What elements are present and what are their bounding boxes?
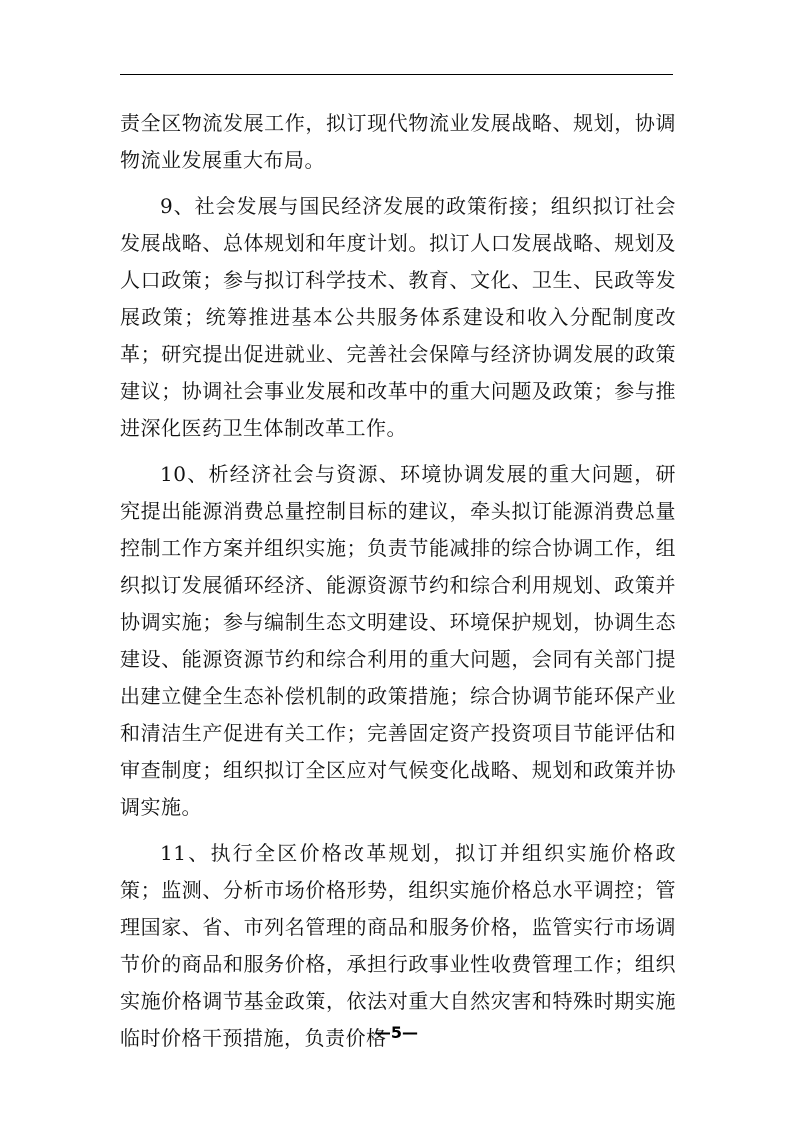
document-body (120, 105, 676, 1057)
page-number: —5— (374, 1023, 419, 1042)
paragraph-item-11: 11、执行全区价格改革规划，拟订并组织实施价格政策；监测、分析市场价格形势，组织实施价格总水平调控；管理国家、省、市列名管理的商品和服务价格，监管实行市场调节价的商品和服务价格，承担行政事业性收费管理工作；组织实施价格调节基金政策，依法对重大自然灾害和特殊时期实施临时价格干预措施，负责价格 (120, 841, 676, 1050)
paragraph-continuation: 责全区物流发展工作，拟订现代物流业发展战略、规划，协调物流业发展重大布局。 (120, 111, 676, 172)
header-rule (120, 74, 673, 75)
paragraph-item-9: 9、社会发展与国民经济发展的政策衔接；组织拟订社会发展战略、总体规划和年度计划。拟订人口发展战略、规划及人口政策；参与拟订科学技术、教育、文化、卫生、民政等发展政策；统筹推进基本公共服务体系建设和收入分配制度改革；研究提出促进就业、完善社会保障与经济协调发展的政策建议；协调社会事业发展和改革中的重大问题及政策；参与推进深化医药卫生体制改革工作。 (120, 194, 676, 440)
paragraph-item-10: 10、析经济社会与资源、环境协调发展的重大问题，研究提出能源消费总量控制目标的建议，牵头拟订能源消费总量控制工作方案并组织实施；负责节能减排的综合协调工作，组织拟订发展循环经济、能源资源节约和综合利用规划、政策并协调实施；参与编制生态文明建设、环境保护规划，协调生态建设、能源资源节约和综合利用的重大问题，会同有关部门提出建立健全生态补偿机制的政策措施；综合协调节能环保产业和清洁生产促进有关工作；完善固定资产投资项目节能评估和审查制度；组织拟订全区应对气候变化战略、规划和政策并协调实施。 (120, 462, 676, 819)
